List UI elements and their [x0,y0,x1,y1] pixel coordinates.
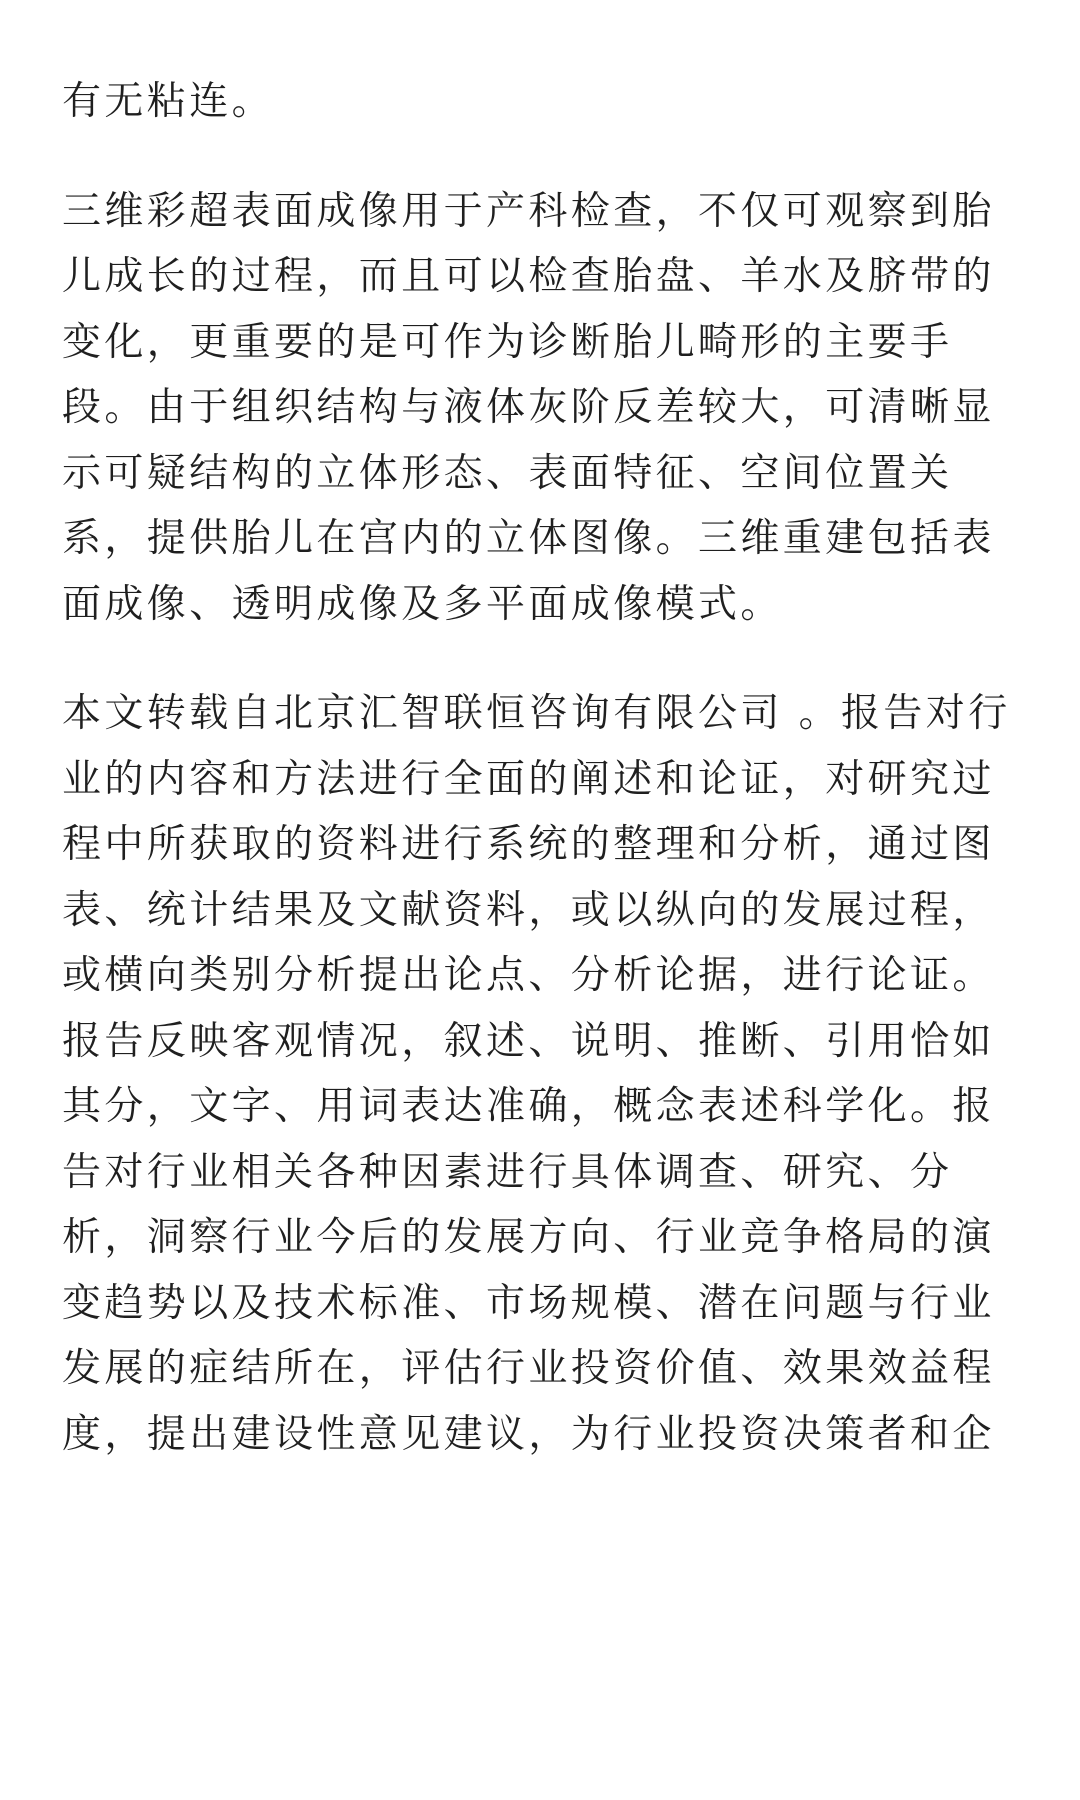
text-line: 告对行业相关各种因素进行具体调查、研究、分 [62,1149,953,1195]
text-line: 变化，更重要的是可作为诊断胎儿畸形的主要手 [62,319,953,365]
text-line: 表、统计结果及文献资料，或以纵向的发展过程， [62,887,995,933]
text-line: 析，洞察行业今后的发展方向、行业竞争格局的演 [62,1215,995,1260]
text-line: 发展的症结所在，评估行业投资价值、效果效益程 [62,1346,995,1391]
paragraph-1 [62,69,1018,135]
text-line: 示可疑结构的立体形态、表面特征、空间位置关 [62,450,953,496]
text-line: 本文转载自北京汇智联恒咨询有限公司 。报告对行 [62,691,1011,736]
text-line: 有无粘连。 [62,79,275,124]
text-line: 段。由于组织结构与液体灰阶反差较大，可清晰显 [62,385,995,430]
text-line: 报告反映客观情况，叙述、说明、推断、引用恰如 [62,1018,995,1064]
paragraph-3 [62,681,1018,1467]
text-line: 儿成长的过程，而且可以检查胎盘、羊水及脐带的 [62,254,995,299]
text-line: 其分，文字、用词表达准确，概念表述科学化。报 [62,1084,995,1129]
text-line: 或横向类别分析提出论点、分析论据，进行论证。 [62,953,995,998]
paragraph-2 [62,179,1018,638]
text-line: 面成像、透明成像及多平面成像模式。 [62,581,783,627]
text-line: 业的内容和方法进行全面的阐述和论证，对研究过 [62,756,995,802]
text-line: 变趋势以及技术标准、市场规模、潜在问题与行业 [62,1280,995,1326]
text-line: 程中所获取的资料进行系统的整理和分析，通过图 [62,822,995,867]
text-line: 三维彩超表面成像用于产科检查，不仅可观察到胎 [62,188,995,234]
text-line: 度，提出建设性意见建议，为行业投资决策者和企 [62,1411,995,1457]
text-line: 系，提供胎儿在宫内的立体图像。三维重建包括表 [62,516,995,561]
